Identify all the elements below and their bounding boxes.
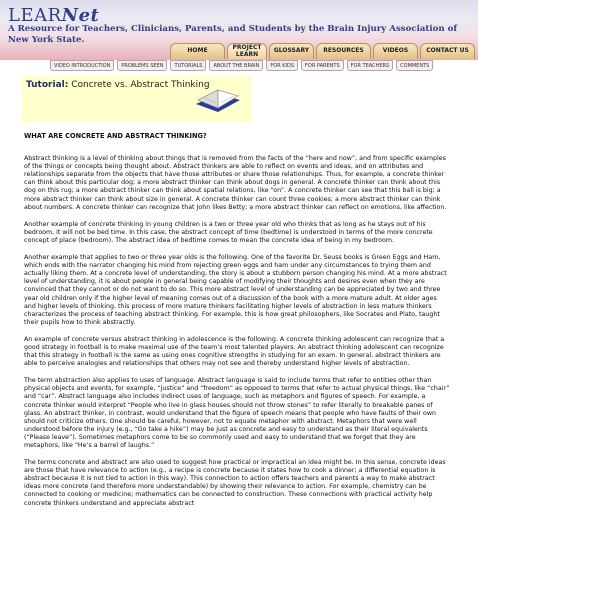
nav-glossary[interactable]: GLOSSARY bbox=[269, 43, 314, 59]
subnav-for-kids[interactable]: FOR KIDS bbox=[266, 60, 298, 71]
article-paragraph-5: The term abstraction also applies to uses of language. Abstract language is said to include terms that refer to entities other than physical objects and events, for example, “justice” and “freedom” as opposed to terms that refer to actual physical things, like “chair” and “car”. Abstract language also includes indirect uses of language, such as metaphors and figures of speech. For example, a concrete thinker would interpret “People who live in glass houses should not throw stones” to refer literally to breakable panes of glass. An abstract thinker, in contrast, would understand that the figure of speech means that people who have faults of their own should not criticize others. One should be careful, however, not to equate metaphor with abstract. Metaphors that were well understood before the injury (e.g., “Go take a hike”) may be just as concrete and easy to understand as their literal equivalents (“Please leave”). Sometimes metaphors come to be so commonly used and easy to understand that we forget that they are metaphors, like “He’s a barrel of laughs.” bbox=[24, 377, 450, 449]
book-icon bbox=[192, 82, 244, 116]
tutorial-label: Tutorial: bbox=[26, 80, 69, 90]
subnav-tutorials[interactable]: TUTORIALS bbox=[170, 60, 206, 71]
tutorial-title bbox=[26, 80, 210, 91]
article-heading: WHAT ARE CONCRETE AND ABSTRACT THINKING? bbox=[24, 132, 207, 140]
logo-net: Net bbox=[61, 5, 100, 26]
article-paragraph-4: An example of concrete versus abstract thinking in adolescence is the following. A concrete thinking adolescent can recognize that a good strategy in football is to make maximal use of the team’s most talented players. An abstract thinking adolescent can recognize that this strategy in football is the same as using ones cognitive strengths in studying for an exam. In general, abstract thinkers are able to perceive analogies and relationships that others may not see and thereby understand higher levels of abstraction. bbox=[24, 335, 445, 368]
nav-videos[interactable]: VIDEOS bbox=[373, 43, 418, 59]
nav-contact-us[interactable]: CONTACT US bbox=[420, 43, 475, 59]
site-tagline: A Resource for Teachers, Clinicians, Parents, and Students by the Brain Injury Association of New York State. bbox=[8, 24, 458, 45]
subnav-problems-seen[interactable]: PROBLEMS SEEN bbox=[117, 60, 167, 71]
subnav-for-parents[interactable]: FOR PARENTS bbox=[301, 60, 344, 71]
main-nav bbox=[170, 43, 475, 59]
article-paragraph-1: Abstract thinking is a level of thinking about things that is removed from the facts of the “here and now”, and from specific examples of the things or concepts being thought about. Abstract thinkers are able to reflect on events and ideas, and on attributes and relationships separate from the objects that have those attributes or share those relationships. Thus, for example, a concrete thinker can think about this particular dog; a more abstract thinker can think about dogs in general. A concrete thinker can think about this dog on this rug; a more abstract thinker can think about spatial relations, like “on”. A concrete thinker can see that this ball is big; a more abstract thinker can think about size in general. A concrete thinker can count three cookies; a more abstract thinker can think about numbers. A concrete thinker can recognize that John likes Betty; a more abstract thinker can reflect on emotions, like affection. bbox=[24, 155, 447, 211]
tutorial-name: Concrete vs. Abstract Thinking bbox=[71, 80, 210, 90]
article-paragraph-3: Another example that applies to two or three year olds is the following. One of the favorite Dr. Seuss books is Green Eggs and Ham, which ends with the narrator changing his mind from rejecting green eggs and ham under any circumstances to trying them and actually liking them. At a concrete level of understanding, the story is about a stubborn person changing his mind. At a more abstract level of understanding, it is about people in general being capable of modifying their thoughts and desires even when they are convinced that they cannot or do not want to do so. This more abstract level of understanding can be appreciated by two and three year old children only if the higher level of meaning comes out of a discussion of the book with a more mature adult. At older ages and higher levels of thinking, this process of more mature thinkers facilitating higher levels of abstraction in less mature thinkers characterizes the process of teaching abstract thinking. For example, this is how great philosophers, like Socrates and Plato, taught their pupils how to think abstractly. bbox=[24, 254, 447, 326]
nav-project-learn[interactable]: PROJECT LEARN bbox=[227, 43, 267, 59]
site-banner bbox=[0, 0, 478, 60]
article-paragraph-6: The terms concrete and abstract are also used to suggest how practical or impractical an idea might be. In this sense, concrete ideas are those that have relevance to action (e.g., a recipe is concrete because it states how to cook a dinner; a differential equation is abstract because it is not tied to action in this way). This connection to action offers teachers and parents a way to make abstract ideas more concrete (and therefore more understandable) by showing their relevance to action. For example, chemistry can be connected to cooking or medicine; mathematics can be connected to construction. These connections with practical activity help concrete thinkers understand and appreciate abstract bbox=[24, 459, 446, 507]
subnav-for-teachers[interactable]: FOR TEACHERS bbox=[347, 60, 393, 71]
logo-learn: LEAR bbox=[8, 5, 62, 26]
tutorial-header bbox=[22, 76, 252, 122]
site-logo[interactable] bbox=[8, 5, 99, 26]
subnav-about-the-brain[interactable]: ABOUT THE BRAIN bbox=[209, 60, 263, 71]
nav-home[interactable]: HOME bbox=[170, 43, 225, 59]
sub-nav bbox=[50, 60, 433, 71]
article-paragraph-2: Another example of concrete thinking in young children is a two or three year old who thinks that as long as he stays out of his bedroom, it will not be bed time. In this case, the abstract concept of time (bedtime) is understood in terms of the more concrete concept of place (bedroom). The abstract idea of bedtime comes to mean the concrete idea of being in my bedroom. bbox=[24, 220, 433, 244]
nav-resources[interactable]: RESOURCES bbox=[316, 43, 371, 59]
subnav-video-introduction[interactable]: VIDEO INTRODUCTION bbox=[50, 60, 114, 71]
article bbox=[24, 132, 450, 517]
subnav-comments[interactable]: COMMENTS bbox=[396, 60, 433, 71]
